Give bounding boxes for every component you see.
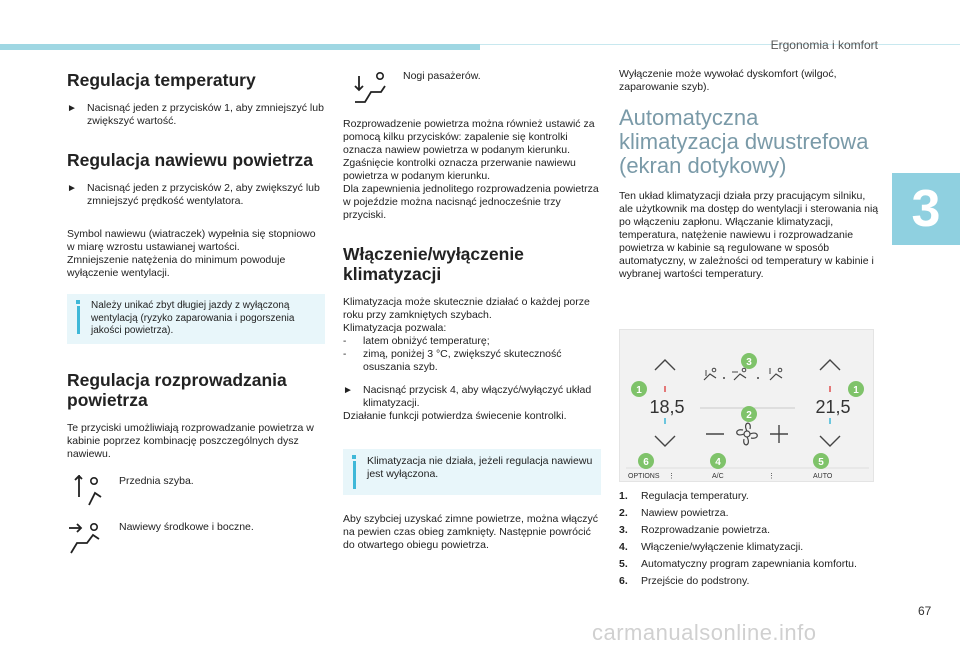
watermark: carmanualsonline.info <box>592 620 817 645</box>
ac-allows: Klimatyzacja pozwala: <box>343 322 447 334</box>
chapter-tab: 3 <box>892 173 960 245</box>
temp-left-down-icon <box>655 436 675 446</box>
step-ac: ► Nacisnąć przycisk 4, aby włączyć/wyłączyć układ klimatyzacji. <box>343 384 592 409</box>
heading-ac-onoff: Włączenie/wyłączenie klimatyzacji <box>343 244 524 284</box>
legend-item: 5. Automatyczny program zapewniania komfortu. <box>619 558 857 570</box>
ac-button: A/C <box>712 473 724 480</box>
page-number: 67 <box>918 604 932 618</box>
temp-left-up-icon <box>655 360 675 370</box>
heading-distribution: Regulacja rozprowadzania powietrza <box>67 369 287 410</box>
ac-confirm: Działanie funkcji potwierdza świecenie kontrolki. <box>343 410 567 422</box>
center-side-vent-icon <box>67 521 103 555</box>
vent-center-side-row: Nawiewy środkowe i boczne. <box>67 521 325 555</box>
uniform-text: Dla zapewnienia jednolitego rozprowadzenia powietrza w pojeździe można nacisnąć jednocześnie trzy przyciski. <box>343 183 599 221</box>
svg-text:⋮: ⋮ <box>768 473 775 480</box>
climate-touchscreen-illustration <box>619 329 874 482</box>
info-icon <box>349 455 359 489</box>
heading-auto-climate: Automatyczna klimatyzacja dwustrefowa (ekran dotykowy) <box>619 105 869 178</box>
legend-item: 1. Regulacja temperatury. <box>619 490 749 502</box>
legend-item: 2. Nawiew powietrza. <box>619 507 729 519</box>
temp-right-value: 21,5 <box>815 397 851 417</box>
info-icon <box>73 300 83 338</box>
note-ac: Klimatyzacja nie działa, jeżeli regulacja nawiewu jest wyłączona. <box>343 449 601 495</box>
temp-right-up-icon <box>820 360 840 370</box>
distribution-text: Te przyciski umożliwiają rozprowadzanie powietrza w kabinie poprzez kombinację poszczególnych dysz nawiewu. <box>67 421 314 460</box>
windscreen-vent-icon <box>67 475 103 509</box>
legend-item: 6. Przejście do podstrony. <box>619 575 750 587</box>
step-airflow: ► Nacisnąć jeden z przycisków 2, aby zwiększyć lub zmniejszyć prędkość wentylatora. <box>67 182 320 207</box>
ac-intro: Klimatyzacja może skutecznie działać o każdej porze roku przy zamkniętych szybach. <box>343 296 590 321</box>
discomfort-text: Wyłączenie może wywołać dyskomfort (wilgoć, zaparowanie szyb). <box>619 68 837 93</box>
panel-drawing <box>620 330 875 483</box>
section-title: Ergonomia i komfort <box>770 38 878 52</box>
auto-climate-text: Ten układ klimatyzacji działa przy pracującym silniku, ale użytkownik ma dostęp do wentylacji i sterowania nią po włączeniu zapłonu. Włączanie klimatyzacji, temperatura, natężenie nawiewu i rozprowadzanie powietrza w kabinie są regulowane w sposób automatyczny, w zależności od temperatury w kabinie i wybranej wartości temperatury. <box>619 190 879 280</box>
arrow-bullet-icon: ► <box>343 385 353 396</box>
note-ventilation: Należy unikać zbyt długiej jazdy z wyłączoną wentylacją (ryzyko zaparowania i pogorszenia jakości powietrza). <box>67 294 325 344</box>
svg-text:⋮: ⋮ <box>668 473 675 480</box>
vent-feet-row: Nogi pasażerów. <box>351 70 601 104</box>
legend-item: 4. Włączenie/wyłączenie klimatyzacji. <box>619 541 804 553</box>
arrow-bullet-icon: ► <box>67 103 77 114</box>
callout-1-left: 1 <box>636 385 642 396</box>
column-middle <box>343 70 601 552</box>
header-rule <box>480 44 960 45</box>
cool-tip: Aby szybciej uzyskać zimne powietrze, można włączyć na pewien czas obieg zamknięty. Następnie powrócić do otwartego obiegu powietrza. <box>343 513 599 551</box>
temp-left-value: 18,5 <box>649 397 685 417</box>
auto-button: AUTO <box>813 473 833 480</box>
callout-5: 5 <box>818 457 824 468</box>
arrow-bullet-icon: ► <box>67 183 77 194</box>
panel-legend <box>619 490 881 592</box>
ac-winter: - zimą, poniżej 3 °C, zwiększyć skuteczność osuszania szyb. <box>343 348 562 373</box>
header-accent-bar <box>0 44 480 50</box>
column-left <box>67 70 325 555</box>
callout-6: 6 <box>643 457 649 468</box>
fan-icon <box>737 423 758 445</box>
fan-text-2: Zmniejszenie natężenia do minimum powoduje wyłączenie wentylacji. <box>67 254 286 279</box>
step-temperature: ► Nacisnąć jeden z przycisków 1, aby zmniejszyć lub zwiększyć wartość. <box>67 102 324 127</box>
callout-2: 2 <box>746 410 752 421</box>
callout-3: 3 <box>746 357 752 368</box>
heading-temperature: Regulacja temperatury <box>67 70 256 90</box>
heading-airflow: Regulacja nawiewu powietrza <box>67 150 314 170</box>
fan-text-1: Symbol nawiewu (wiatraczek) wypełnia się stopniowo w miarę wzrostu ustawianej wartości. <box>67 228 316 253</box>
ac-summer: - latem obniżyć temperaturę; <box>343 335 490 347</box>
column-right <box>619 68 881 281</box>
options-button: OPTIONS <box>628 473 660 480</box>
vent-windscreen-row: Przednia szyba. <box>67 475 325 509</box>
temp-right-down-icon <box>820 436 840 446</box>
legend-item: 3. Rozprowadzanie powietrza. <box>619 524 770 536</box>
distribution-buttons-text: Rozprowadzenie powietrza można również ustawić za pomocą kilku przycisków: zapalenie się kontrolki oznacza nawiew powietrza w podanym kierunku. Zgaśnięcie kontrolki oznacza przerwanie nawiewu powietrza w podanym kierunku. <box>343 118 595 182</box>
distribution-icons <box>704 368 782 380</box>
callout-4: 4 <box>715 457 721 468</box>
callout-1-right: 1 <box>853 385 859 396</box>
feet-vent-icon <box>351 70 387 104</box>
